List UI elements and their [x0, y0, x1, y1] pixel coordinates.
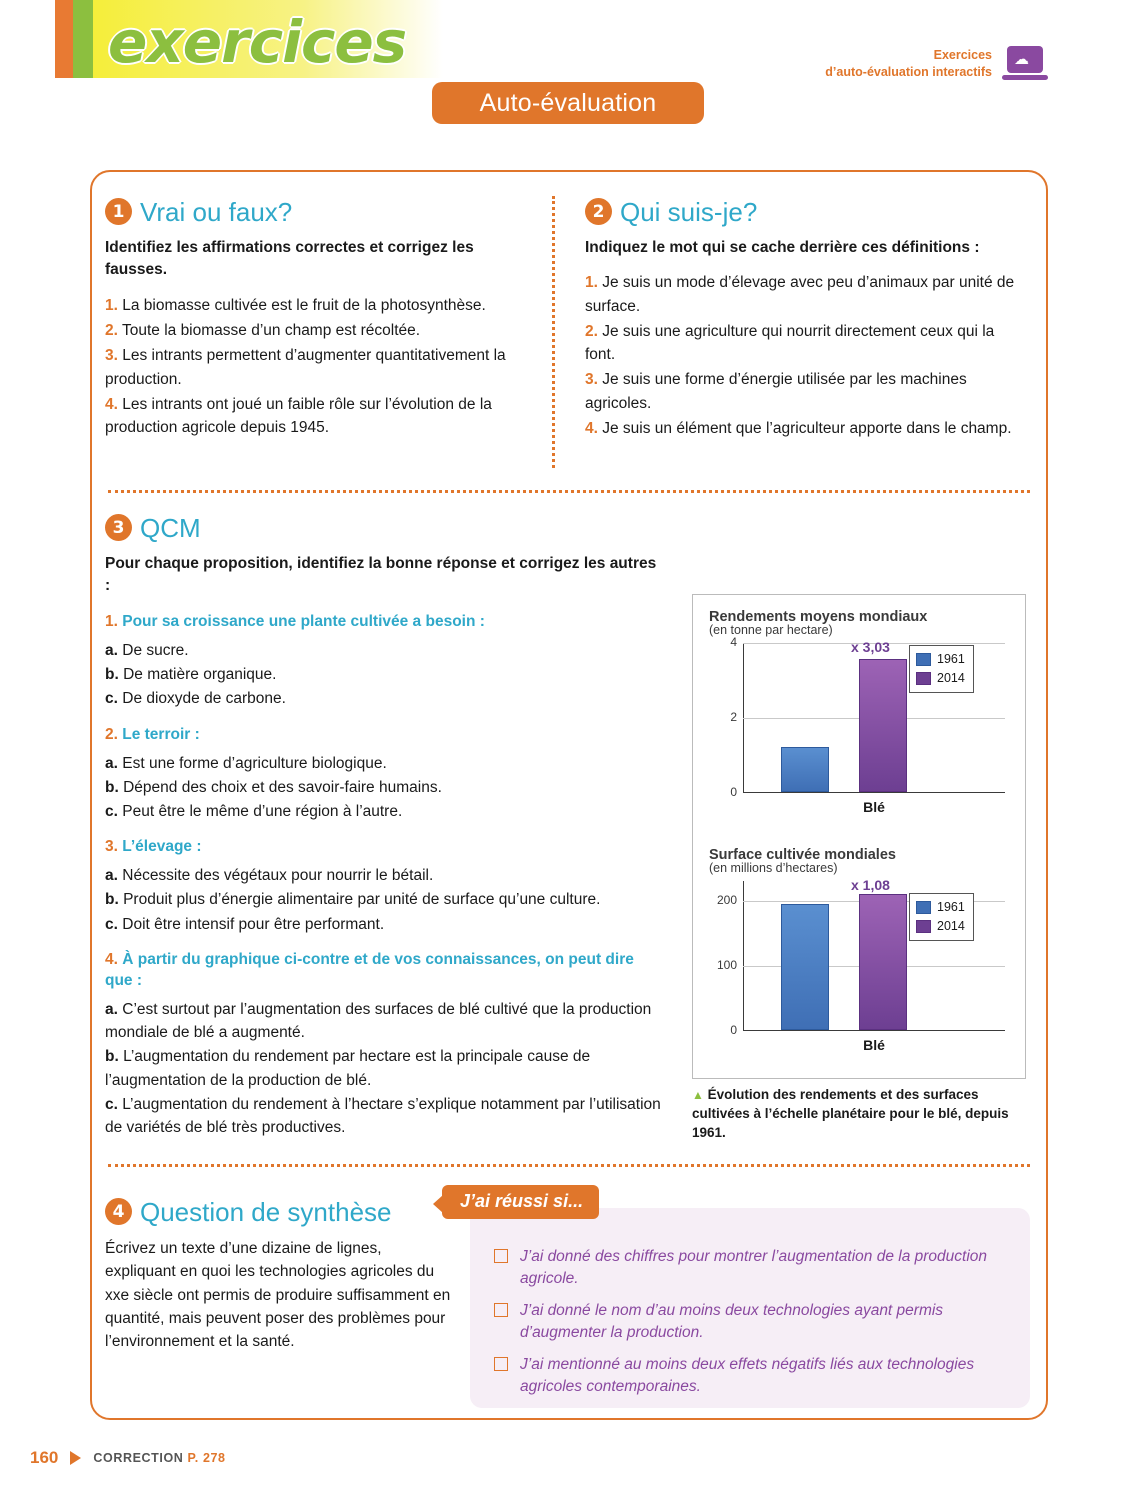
page-footer: [30, 1448, 226, 1468]
list-item: [585, 417, 1025, 440]
answer-text: Nécessite des végétaux pour nourrir le bétail.: [122, 867, 434, 885]
answer-text: C’est surtout par l’augmentation des surfaces de blé cultivé que la production mondiale de blé a augmenté.: [105, 1000, 652, 1042]
item-number: 3.: [585, 371, 598, 389]
laptop-icon: [1002, 46, 1048, 82]
item-text: Je suis un mode d’élevage avec peu d’animaux par unité de surface.: [585, 274, 1015, 315]
list-item: [105, 319, 525, 342]
horizontal-divider-2: [108, 1164, 1030, 1167]
item-text: Toute la biomasse d’un champ est récoltée.: [121, 322, 421, 340]
wifi-icon: ☁: [1014, 51, 1029, 68]
auto-evaluation-tab: Auto-évaluation: [432, 82, 704, 124]
legend-label: 1961: [937, 900, 965, 914]
success-criterion[interactable]: [492, 1246, 1004, 1291]
chart-1-title: Rendements moyens mondiaux: [709, 609, 928, 625]
qcm-answer[interactable]: [105, 776, 665, 799]
answer-key: b.: [105, 1048, 119, 1066]
chart-2-annotation: x 1,08: [851, 877, 890, 893]
question-number: 2.: [105, 725, 118, 743]
checkbox-icon[interactable]: [494, 1303, 508, 1317]
exercise-4-label: Question de synthèse: [140, 1197, 392, 1227]
success-criteria-box: [470, 1208, 1030, 1408]
item-number: 2.: [585, 322, 598, 340]
item-number: 2.: [105, 322, 118, 340]
qcm-answer[interactable]: [105, 998, 665, 1045]
answer-text: Peut être le même d’une région à l’autre.: [122, 803, 403, 821]
success-criterion-text: J’ai donné des chiffres pour montrer l’augmentation de la production agricole.: [520, 1248, 987, 1288]
qcm-question: [105, 837, 665, 858]
qcm-answer[interactable]: [105, 663, 665, 686]
exercise-1-instruction: Identifiez les affirmations correctes et corrigez les fausses.: [105, 239, 474, 279]
answer-key: a.: [105, 754, 118, 772]
laptop-base: [1002, 75, 1048, 80]
triangle-icon: ▲: [692, 1088, 704, 1102]
exercise-3-instruction: Pour chaque proposition, identifiez la bonne réponse et corrigez les autres :: [105, 555, 657, 595]
correction-label: CORRECTION: [93, 1451, 184, 1465]
chart-2-title: Surface cultivée mondiales: [709, 847, 896, 863]
qcm-answer[interactable]: [105, 888, 665, 911]
interactive-line-2: d’auto-évaluation interactifs: [825, 65, 992, 79]
list-item: [105, 294, 525, 317]
qcm-answer[interactable]: [105, 639, 665, 662]
legend-entry: [916, 650, 965, 669]
success-criterion-text: J’ai donné le nom d’au moins deux technologies ayant permis d’augmenter la production.: [520, 1301, 944, 1342]
question-text: Le terroir :: [122, 725, 200, 743]
question-number: 1.: [105, 612, 118, 630]
success-criterion-text: J’ai mentionné au moins deux effets négatifs liés aux technologies agricoles contemporaines.: [520, 1355, 975, 1396]
banner-stripe-orange: [55, 0, 73, 78]
exercise-3-title: [105, 512, 665, 543]
answer-text: Produit plus d’énergie alimentaire par unité de surface qu’une culture.: [123, 891, 601, 909]
legend-swatch-2014: [916, 672, 931, 685]
answer-text: L’augmentation du rendement à l’hectare s’explique notamment par l’utilisation de variétés de blé très productives.: [105, 1095, 661, 1137]
list-item: [105, 393, 525, 440]
item-number: 1.: [105, 296, 118, 314]
chart-1-bar-1961: [781, 747, 829, 792]
interactive-line-1: Exercices: [933, 48, 992, 63]
legend-swatch-1961: [916, 653, 931, 666]
question-text: Pour sa croissance une plante cultivée a besoin :: [122, 612, 485, 630]
page-title: exercices: [108, 8, 407, 76]
answer-key: a.: [105, 1000, 118, 1018]
chart-surfaces: [693, 847, 1027, 1053]
item-number: 4.: [585, 419, 598, 437]
exercise-2-number: 2: [585, 198, 612, 225]
question-number: 3.: [105, 838, 118, 856]
qcm-question: [105, 725, 665, 746]
chart-1-plot: [709, 635, 1009, 799]
checkbox-icon[interactable]: [494, 1249, 508, 1263]
answer-key: a.: [105, 641, 118, 659]
horizontal-divider-1: [108, 490, 1030, 493]
chart-2-legend: [909, 893, 974, 941]
qcm-answer[interactable]: [105, 1093, 665, 1140]
chart-2-subtitle: (en millions d’hectares): [709, 861, 838, 875]
success-criterion[interactable]: [492, 1300, 1004, 1345]
chart-2-ytick: 0: [730, 1023, 737, 1037]
item-text: La biomasse cultivée est le fruit de la photosynthèse.: [122, 296, 486, 314]
legend-entry: [916, 669, 965, 688]
exercise-2-instruction: Indiquez le mot qui se cache derrière ces définitions :: [585, 239, 980, 256]
answer-text: De matière organique.: [123, 666, 277, 684]
exercise-3-number: 3: [105, 514, 132, 541]
figure-caption: [692, 1086, 1032, 1143]
answer-key: c.: [105, 1095, 118, 1113]
legend-entry: [916, 917, 965, 936]
chart-1-annotation: x 3,03: [851, 639, 890, 655]
checkbox-icon[interactable]: [494, 1357, 508, 1371]
answer-key: c.: [105, 690, 118, 708]
figure-charts: [692, 594, 1026, 1079]
correction-page: P. 278: [187, 1451, 226, 1465]
answer-text: Doit être intensif pour être performant.: [122, 915, 385, 933]
answer-text: De sucre.: [122, 641, 189, 659]
item-number: 1.: [585, 274, 598, 292]
chart-2-plot: [709, 877, 1009, 1037]
chart-rendements: [693, 609, 1027, 815]
chart-2-y-axis: [743, 881, 744, 1031]
chart-2-ytick: 200: [716, 893, 737, 907]
legend-swatch-1961: [916, 901, 931, 914]
list-item: [585, 271, 1025, 318]
exercise-1-title: [105, 196, 525, 227]
qcm-question: [105, 612, 665, 633]
page-number: 160: [30, 1448, 59, 1467]
exercise-4-body: Écrivez un texte d’une dizaine de lignes, expliquant en quoi les technologies agricoles du xxe siècle ont permis de produire suffisamment en quantité, mais peuvent poser des problèmes pour l’environnement et la santé.: [105, 1240, 451, 1350]
list-item: [585, 368, 1025, 415]
answer-text: Est une forme d’agriculture biologique.: [122, 754, 387, 772]
chart-1-legend: [909, 645, 974, 693]
answer-text: L’augmentation du rendement par hectare est la principale cause de l’augmentation de la production de blé.: [105, 1048, 591, 1089]
legend-label: 1961: [937, 652, 965, 666]
qcm-answer[interactable]: [105, 864, 665, 887]
item-text: Je suis une forme d’énergie utilisée par les machines agricoles.: [585, 371, 967, 412]
exercise-3: [105, 512, 665, 1140]
answer-text: Dépend des choix et des savoir-faire humains.: [123, 778, 442, 796]
legend-entry: [916, 898, 965, 917]
chart-1-subtitle: (en tonne par hectare): [709, 623, 833, 637]
exercise-4: [105, 1196, 455, 1353]
chart-1-bar-2014: [859, 659, 907, 792]
chart-2-ytick: 100: [716, 958, 737, 972]
exercise-4-title: [105, 1196, 455, 1227]
chart-1-x-axis: [743, 792, 1005, 793]
item-text: Je suis une agriculture qui nourrit directement ceux qui la font.: [585, 322, 995, 364]
legend-label: 2014: [937, 918, 965, 933]
qcm-answer[interactable]: [105, 752, 665, 775]
figure-caption-text: Évolution des rendements et des surfaces cultivées à l’échelle planétaire pour le blé, depuis 1961.: [692, 1087, 1009, 1140]
item-text: Les intrants ont joué un faible rôle sur l’évolution de la production agricole depuis 1945.: [105, 395, 492, 437]
success-criterion[interactable]: [492, 1354, 1004, 1399]
item-number: 3.: [105, 347, 118, 365]
item-text: Les intrants permettent d’augmenter quantitativement la production.: [105, 347, 506, 388]
exercise-1: [105, 196, 525, 441]
exercise-1-label: Vrai ou faux?: [140, 197, 293, 227]
answer-key: a.: [105, 867, 118, 885]
chart-2-xlabel: Blé: [863, 1037, 885, 1053]
answer-text: De dioxyde de carbone.: [122, 690, 286, 708]
answer-key: b.: [105, 666, 119, 684]
exercise-2-label: Qui suis-je?: [620, 197, 758, 227]
success-criteria-label: J’ai réussi si...: [442, 1185, 599, 1219]
list-item: [105, 344, 525, 391]
exercise-2-title: [585, 196, 1025, 227]
legend-label: 2014: [937, 670, 965, 685]
correction-link[interactable]: [93, 1451, 225, 1465]
chart-1-ytick: 4: [730, 635, 737, 649]
exercise-2: [585, 196, 1025, 442]
answer-key: c.: [105, 915, 118, 933]
exercise-1-number: 1: [105, 198, 132, 225]
answer-key: b.: [105, 891, 119, 909]
answer-key: b.: [105, 778, 119, 796]
exercise-3-label: QCM: [140, 513, 201, 543]
question-text: L’élevage :: [122, 838, 202, 856]
item-number: 4.: [105, 395, 118, 413]
list-item: [585, 320, 1025, 367]
qcm-answer[interactable]: [105, 687, 665, 710]
arrow-right-icon: [70, 1451, 81, 1465]
chart-2-x-axis: [743, 1030, 1005, 1031]
answer-key: c.: [105, 803, 118, 821]
chart-1-ytick: 0: [730, 785, 737, 799]
exercise-4-number: 4: [105, 1198, 132, 1225]
chart-1-ytick: 2: [730, 710, 737, 724]
qcm-answer[interactable]: [105, 1045, 665, 1092]
qcm-question: [105, 950, 665, 992]
item-text: Je suis un élément que l’agriculteur apporte dans le champ.: [602, 419, 1012, 437]
legend-swatch-2014: [916, 920, 931, 933]
chart-2-bar-2014: [859, 894, 907, 1030]
vertical-divider: [552, 196, 555, 468]
interactive-exercises-note: [825, 46, 1048, 82]
chart-2-bar-1961: [781, 904, 829, 1030]
qcm-answer[interactable]: [105, 913, 665, 936]
chart-1-xlabel: Blé: [863, 799, 885, 815]
qcm-answer[interactable]: [105, 800, 665, 823]
banner-stripe-green: [73, 0, 93, 78]
question-text: À partir du graphique ci-contre et de vos connaissances, on peut dire que :: [105, 950, 634, 989]
question-number: 4.: [105, 950, 118, 968]
